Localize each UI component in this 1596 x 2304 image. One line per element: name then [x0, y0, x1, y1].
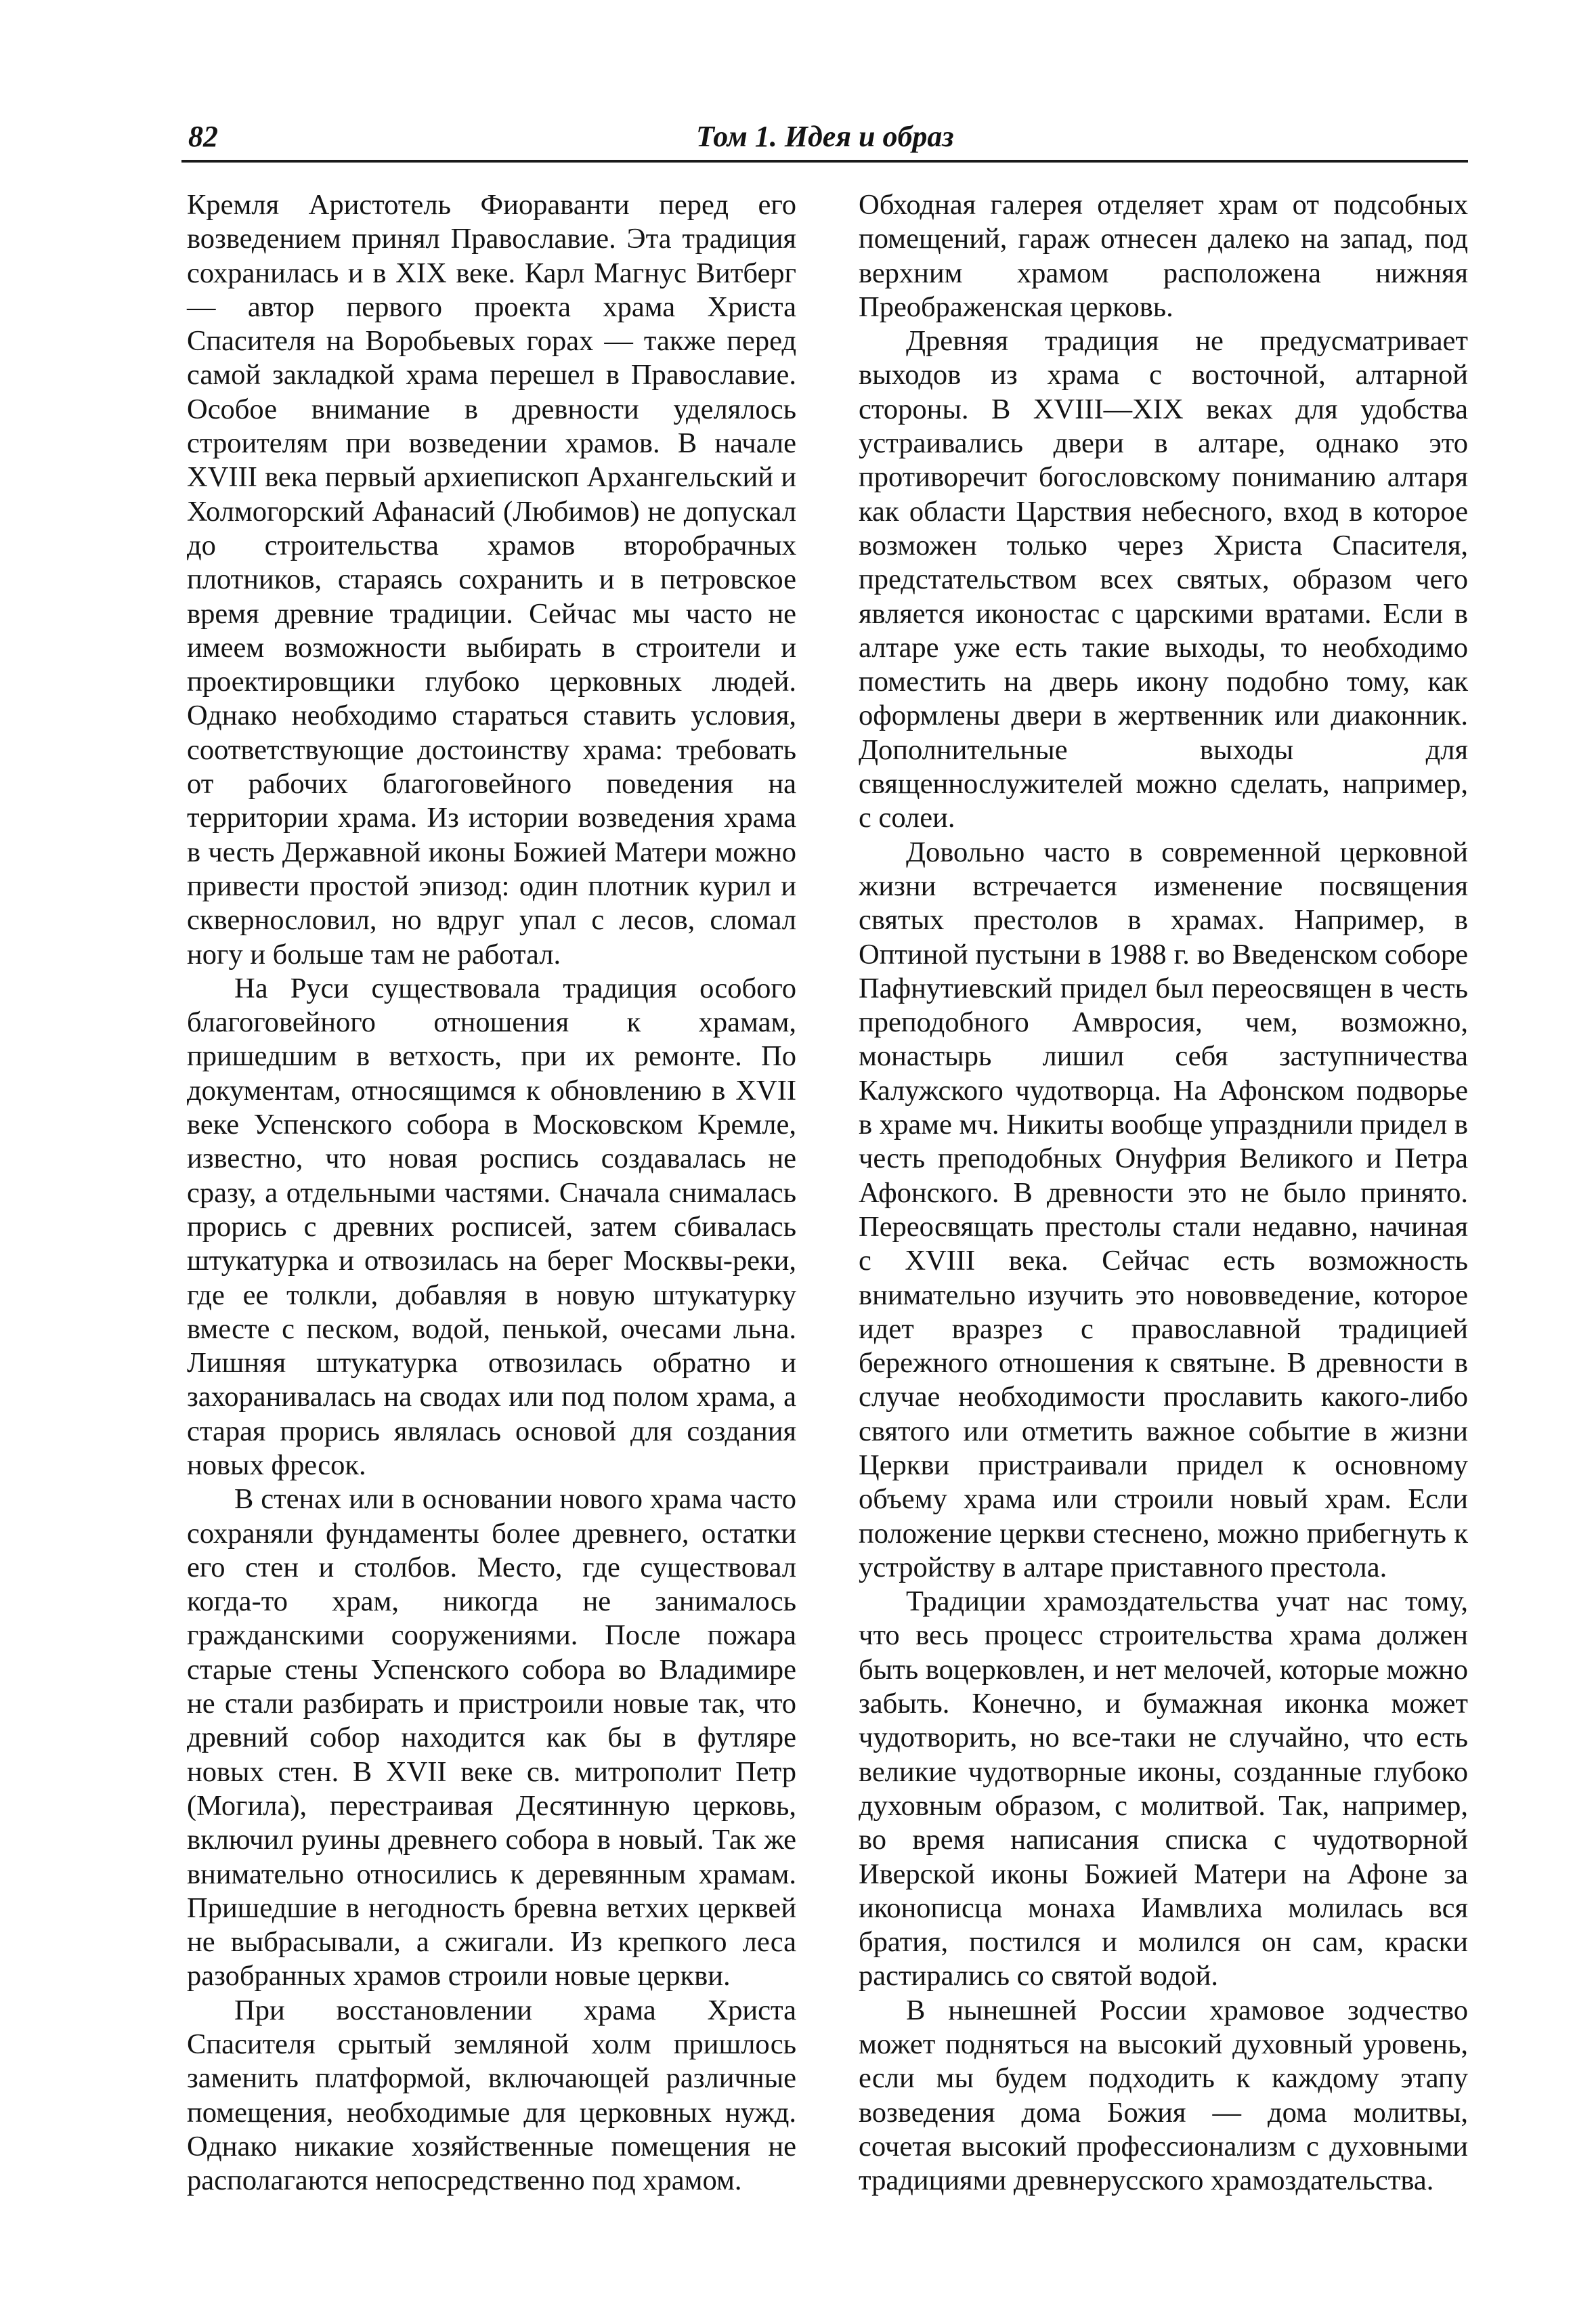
paragraph: Обходная галерея отделяет храм от подсобных помещений, гараж отнесен далеко на запад, под верхним храмом расположена нижняя Преображенская церковь. — [859, 189, 1468, 323]
page-number: 82 — [188, 120, 218, 153]
book-title: Том 1. Идея и образ — [696, 120, 954, 153]
running-header — [181, 115, 1468, 163]
paragraph: Довольно часто в современной церковной жизни встречается изменение посвящения святых престолов в храмах. Например, в Оптиной пустыни в 1988 г. во Введенском соборе Пафнутиевский придел был переосвящен в честь преподобного Амвросия, чем, возможно, монастырь лишил себя заступничества Калужского чудотворца. На Афонском подворье в храме мч. Никиты вообще упразднили придел в честь преподобных Онуфрия Великого и Петра Афонского. В древности это не было принято. Переосвящать престолы стали недавно, начиная с XVIII века. Сейчас есть возможность внимательно изучить это нововведение, которое идет вразрез с православной традицией бережного отношения к святыне. В древности в случае необходимости прославить какого-либо святого или отметить важное событие в жизни Церкви пристраивали придел к основному объему храма или строили новый храм. Если положение церкви стеснено, можно прибегнуть к устройству в алтаре приставного престола. — [859, 836, 1468, 1583]
left-text-column — [187, 188, 796, 2198]
paragraph: Кремля Аристотель Фиораванти перед его возведением принял Православие. Эта традиция сохранилась и в XIX веке. Карл Магнус Витберг — автор первого проекта храма Христа Спасителя на Воробьевых горах — также перед самой закладкой храма перешел в Православие. Особое внимание в древности уделялось строителям при возведении храмов. В начале XVIII века первый архиепископ Архангельский и Холмогорский Афанасий (Любимов) не допускал до строительства храмов второбрачных плотников, стараясь сохранить и в петровское время древние традиции. Сейчас мы часто не имеем возможности выбирать в строители и проектировщики глубоко церковных людей. Однако необходимо стараться ставить условия, соответствующие достоинству храма: требовать от рабочих благоговейного поведения на территории храма. Из истории возведения храма в честь Державной иконы Божией Матери можно привести простой эпизод: один плотник курил и сквернословил, но вдруг упал с лесов, сломал ногу и больше там не работал. — [187, 189, 796, 970]
paragraph: При восстановлении храма Христа Спасителя срытый земляной холм пришлось заменить платформой, включающей различные помещения, необходимые для церковных нужд. Однако никакие хозяйственные помещения не располагаются непосредственно под храмом. — [187, 1994, 796, 2197]
right-text-column — [859, 188, 1468, 2198]
paragraph: Традиции храмоздательства учат нас тому, что весь процесс строительства храма должен быть воцерковлен, и нет мелочей, которые можно забыть. Конечно, и бумажная иконка может чудотворить, но все-таки не случайно, что есть великие чудотворные иконы, созданные глубоко духовным образом, с молитвой. Так, например, во время написания списка с чудотворной Иверской иконы Божией Матери на Афоне за иконописца монаха Иамвлиха молилась вся братия, постился и молился он сам, краски растирались со святой водой. — [859, 1585, 1468, 1992]
paragraph: Древняя традиция не предусматривает выходов из храма с восточной, алтарной стороны. В XVIII—XIX веках для удобства устраивались двери в алтаре, однако это противоречит богословскому пониманию алтаря как области Царствия небесного, вход в которое возможен только через Христа Спасителя, предстательством всех святых, образом чего является иконостас с царскими вратами. Если в алтаре уже есть такие выходы, то необходимо поместить на дверь икону подобно тому, как оформлены двери в жертвенник или диаконник. Дополнительные выходы для священнослужителей можно сделать, например, с солеи. — [859, 325, 1468, 834]
paragraph: На Руси существовала традиция особого благоговейного отношения к храмам, пришедшим в ветхость, при их ремонте. По документам, относящимся к обновлению в XVII веке Успенского собора в Московском Кремле, известно, что новая роспись создавалась не сразу, а отдельными частями. Сначала снималась прорись с древних росписей, затем сбивалась штукатурка и отвозилась на берег Москвы-реки, где ее толкли, добавляя в новую штукатурку вместе с песком, водой, пенькой, очесами льна. Лишняя штукатурка отвозилась обратно и захоранивалась на сводах или под полом храма, а старая прорись являлась основой для создания новых фресок. — [187, 972, 796, 1481]
paragraph: В нынешней России храмовое зодчество может подняться на высокий духовный уровень, если мы будем подходить к каждому этапу возведения дома Божия — дома молитвы, сочетая высокий профессионализм с духовными традициями древнерусского храмоздательства. — [859, 1994, 1468, 2197]
paragraph: В стенах или в основании нового храма часто сохраняли фундаменты более древнего, остатки его стен и столбов. Место, где существовал когда-то храм, никогда не занималось гражданскими сооружениями. После пожара старые стены Успенского собора во Владимире не стали разбирать и пристроили новые так, что древний собор находится как бы в футляре новых стен. В XVII веке св. митрополит Петр (Могила), перестраивая Десятинную церковь, включил руины древнего собора в новый. Так же внимательно относились к деревянным храмам. Пришедшие в негодность бревна ветхих церквей не выбрасывали, а сжигали. Из крепкого леса разобранных храмов строили новые церкви. — [187, 1483, 796, 1992]
